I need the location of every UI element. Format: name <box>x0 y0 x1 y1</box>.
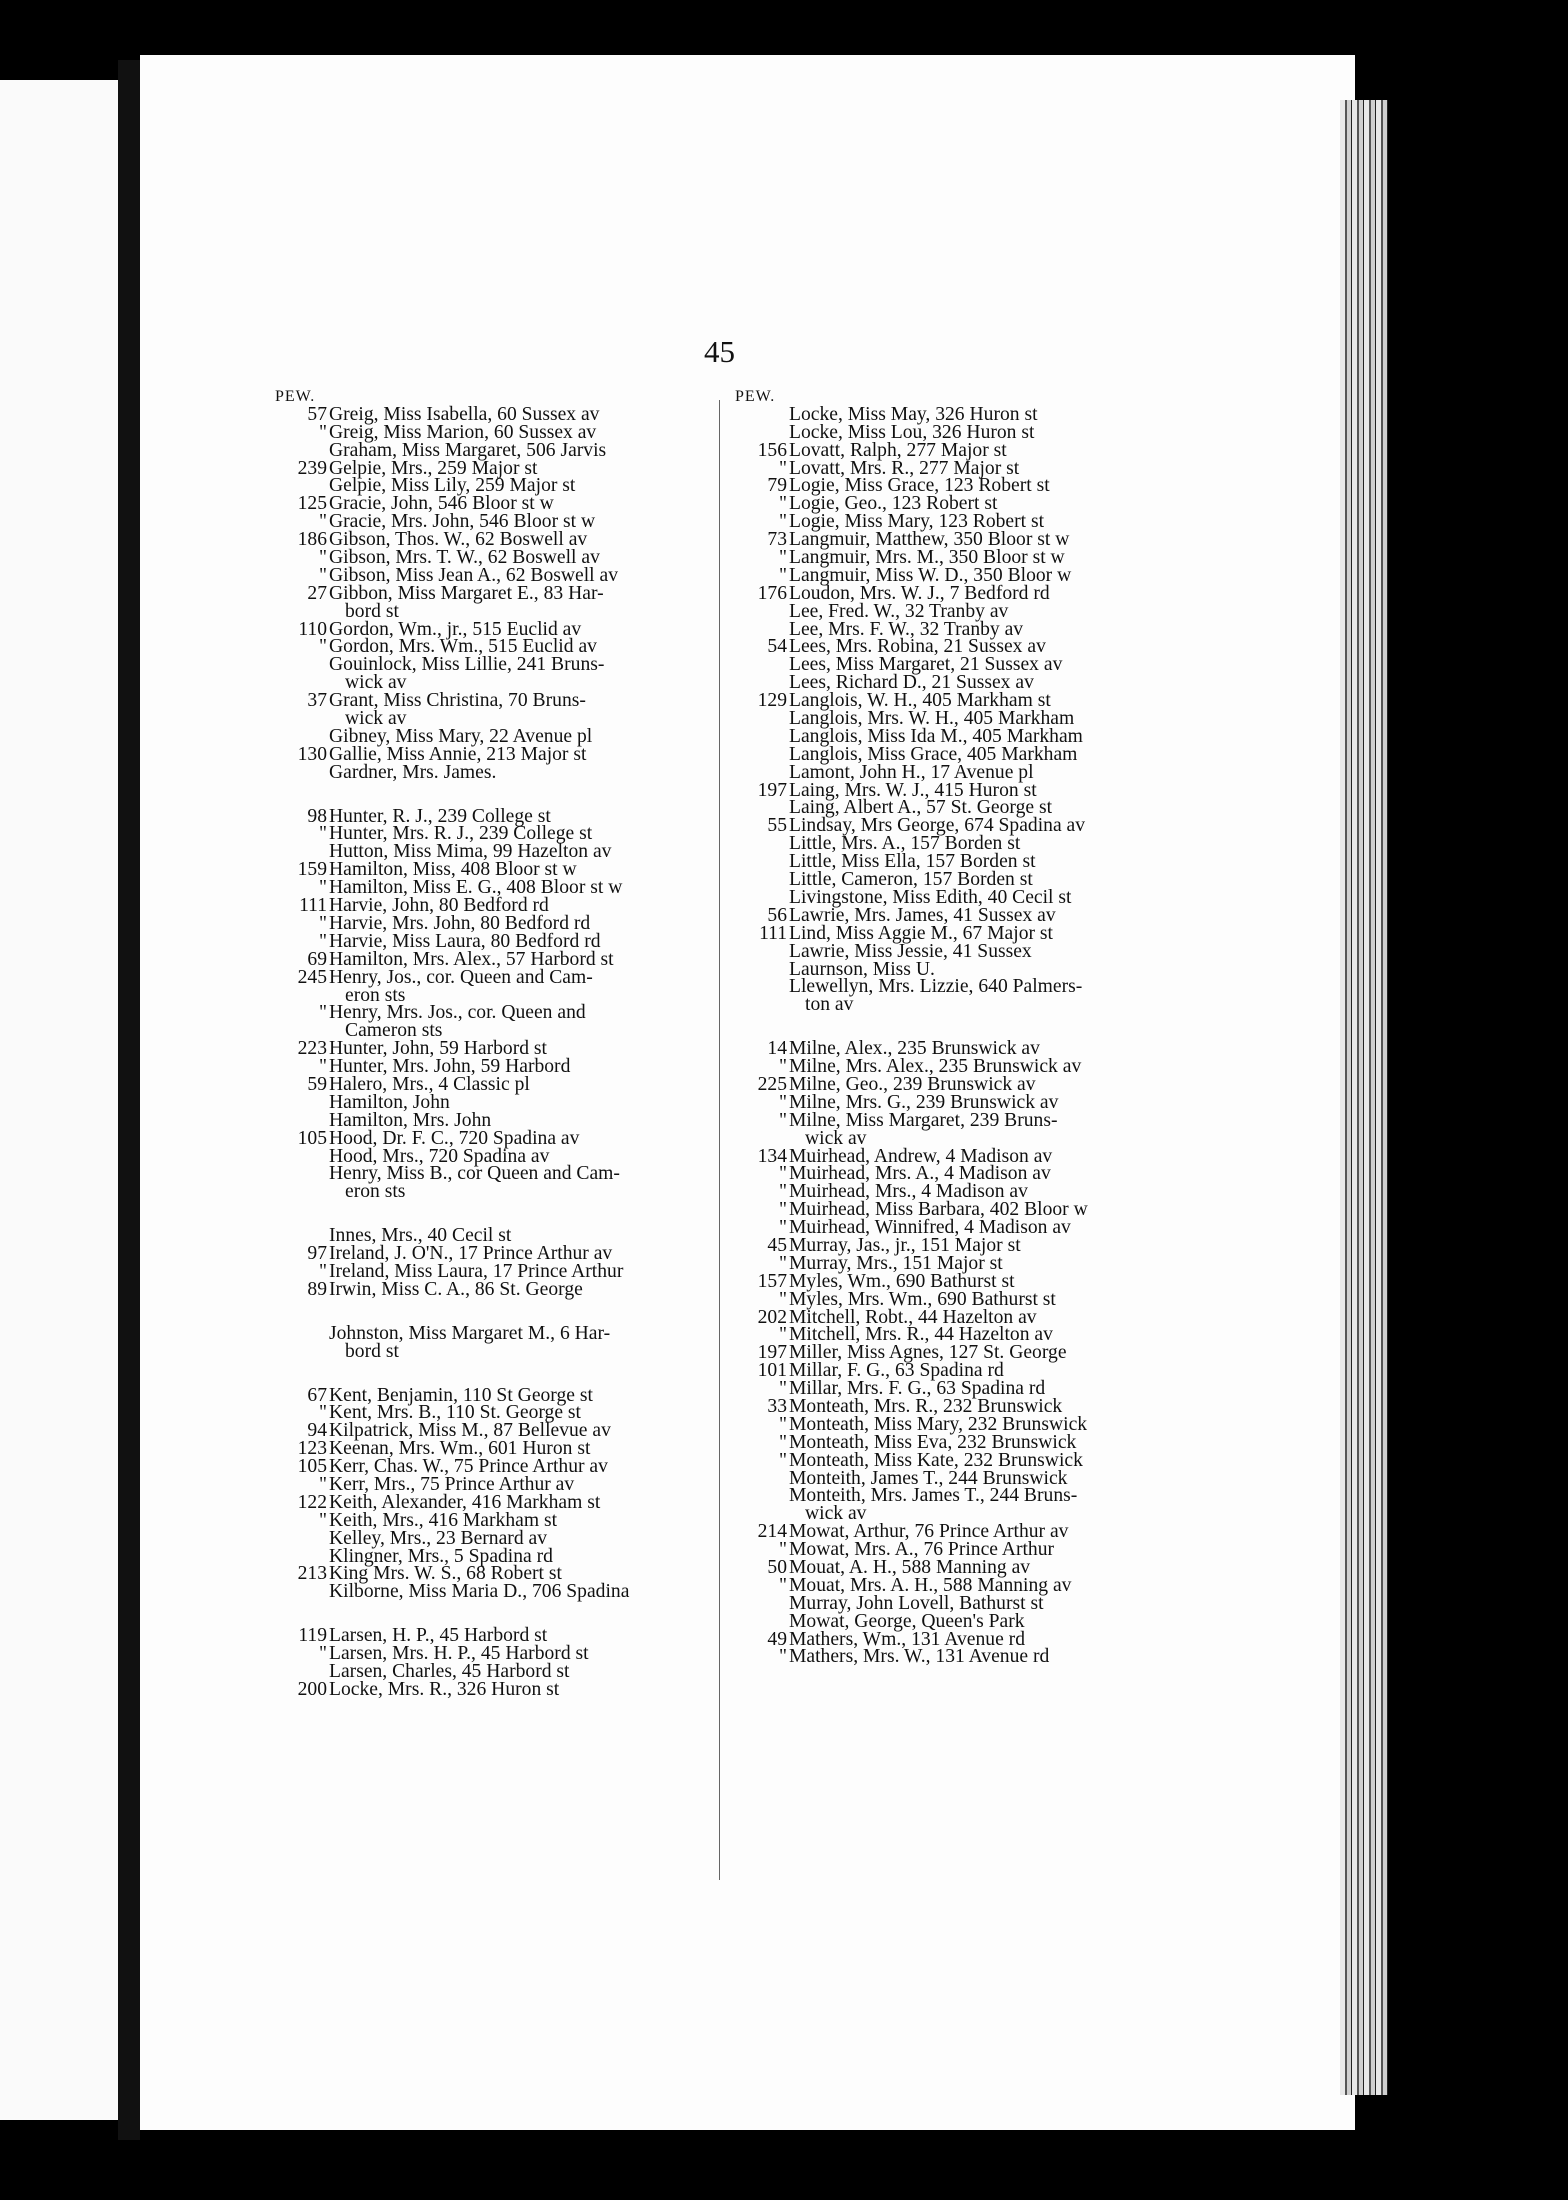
entry-text: Logie, Geo., 123 Robert st <box>789 493 998 515</box>
entry-text: Muirhead, Winnifred, 4 Madison av <box>789 1217 1071 1239</box>
directory-entry <box>275 1278 705 1300</box>
pew-number: 156 <box>757 439 787 461</box>
entry-text: Hunter, John, 59 Harbord st <box>329 1038 547 1060</box>
entry-text: Cameron sts <box>345 1020 443 1042</box>
entry-text: Laurnson, Miss U. <box>789 958 935 980</box>
pew-number: " <box>779 1056 787 1078</box>
section-gap <box>275 1299 705 1325</box>
entry-text: Hamilton, John <box>329 1091 450 1113</box>
pew-number: 97 <box>307 1243 327 1265</box>
entry-text: Mowat, Mrs. A., 76 Prince Arthur <box>789 1539 1055 1561</box>
pew-number: 157 <box>757 1270 787 1292</box>
page-edges <box>1340 100 1388 2095</box>
entry-text: Keith, Alexander, 416 Markham st <box>329 1491 601 1513</box>
entry-text: Locke, Mrs. R., 326 Huron st <box>329 1678 560 1700</box>
entry-text: Gordon, Wm., jr., 515 Euclid av <box>329 618 582 640</box>
entry-text: Greig, Miss Marion, 60 Sussex av <box>329 421 597 443</box>
pew-number: " <box>319 511 327 533</box>
left-column <box>275 388 705 1699</box>
pew-number: " <box>779 1646 787 1668</box>
entry-text: wick av <box>805 1503 867 1525</box>
entry-text: Muirhead, Andrew, 4 Madison av <box>789 1145 1053 1167</box>
entry-text: Mathers, Mrs. W., 131 Avenue rd <box>789 1646 1050 1668</box>
entry-text: Langlois, Miss Ida M., 405 Markham <box>789 725 1083 747</box>
entry-text: Langmuir, Matthew, 350 Bloor st w <box>789 529 1070 551</box>
pew-number: " <box>779 457 787 479</box>
directory-entry <box>275 1004 705 1022</box>
entry-text: Milne, Miss Margaret, 239 Bruns- <box>789 1109 1058 1131</box>
directory-entry <box>735 600 1150 622</box>
pew-number: 245 <box>297 966 327 988</box>
entry-text: Hamilton, Mrs. John <box>329 1109 492 1131</box>
directory-entry <box>275 1127 705 1149</box>
directory-entry <box>275 1183 705 1201</box>
section-gap <box>735 1014 1150 1040</box>
directory-entry <box>735 1592 1150 1614</box>
entry-text: bord st <box>345 1340 399 1362</box>
pew-number: 213 <box>297 1563 327 1585</box>
directory-entry <box>735 1610 1150 1632</box>
entry-text: Gouinlock, Miss Lillie, 241 Bruns- <box>329 654 605 676</box>
right-column <box>735 388 1150 1666</box>
entry-text: Langmuir, Mrs. M., 350 Bloor st w <box>789 547 1065 569</box>
pew-number: 129 <box>757 690 787 712</box>
pew-number: 111 <box>299 895 327 917</box>
entry-text: Muirhead, Mrs., 4 Madison av <box>789 1181 1028 1203</box>
entry-text: Monteath, Miss Eva, 232 Brunswick <box>789 1431 1077 1453</box>
entry-text: eron sts <box>345 984 406 1006</box>
entry-text: Klingner, Mrs., 5 Spadina rd <box>329 1545 553 1567</box>
entry-text: Gibson, Miss Jean A., 62 Boswell av <box>329 564 619 586</box>
entry-text: Logie, Miss Grace, 123 Robert st <box>789 475 1050 497</box>
directory-entry <box>735 1487 1150 1505</box>
entry-text: Milne, Mrs. Alex., 235 Brunswick av <box>789 1056 1082 1078</box>
pew-number: " <box>779 1217 787 1239</box>
entry-text: Gracie, Mrs. John, 546 Bloor st w <box>329 511 596 533</box>
pew-number: 55 <box>767 815 787 837</box>
entry-text: Mouat, A. H., 588 Manning av <box>789 1557 1031 1578</box>
pew-number: " <box>319 421 327 443</box>
pew-number: " <box>319 1056 327 1078</box>
pew-number: 110 <box>298 618 327 640</box>
entry-text: Keith, Mrs., 416 Markham st <box>329 1509 558 1531</box>
pew-number: 197 <box>757 1342 787 1364</box>
pew-number: 111 <box>759 922 787 944</box>
entry-text: Harvie, Mrs. John, 80 Bedford rd <box>329 912 591 934</box>
pew-number: " <box>319 1509 327 1531</box>
pew-number: " <box>779 1574 787 1596</box>
entry-text: Lee, Fred. W., 32 Tranby av <box>789 600 1009 622</box>
entry-text: Ireland, J. O'N., 17 Prince Arthur av <box>329 1243 613 1265</box>
entry-text: Milne, Alex., 235 Brunswick av <box>789 1038 1040 1060</box>
pew-number: 98 <box>307 805 327 827</box>
entry-text: Mouat, Mrs. A. H., 588 Manning av <box>789 1574 1072 1596</box>
directory-entry <box>275 692 705 710</box>
section-gap <box>275 1361 705 1387</box>
entry-text: Gallie, Miss Annie, 213 Major st <box>329 743 587 765</box>
pew-number: " <box>779 564 787 586</box>
directory-entry <box>735 1270 1150 1292</box>
entry-text: Lees, Miss Margaret, 21 Sussex av <box>789 654 1063 676</box>
entry-text: wick av <box>805 1127 867 1149</box>
entry-text: Lovatt, Mrs. R., 277 Major st <box>789 457 1020 479</box>
entry-text: Muirhead, Mrs. A., 4 Madison av <box>789 1163 1051 1185</box>
pew-header: PEW. <box>275 388 316 405</box>
entry-text: Gelpie, Miss Lily, 259 Major st <box>329 475 576 497</box>
entry-text: Gardner, Mrs. James. <box>329 761 497 783</box>
entry-text: Monteath, Mrs. R., 232 Brunswick <box>789 1395 1063 1417</box>
entry-text: Lindsay, Mrs George, 674 Spadina av <box>789 815 1086 837</box>
pew-number: 105 <box>297 1127 327 1149</box>
pew-number: " <box>779 1199 787 1221</box>
entry-text: Mitchell, Mrs. R., 44 Hazelton av <box>789 1324 1053 1346</box>
entry-text: Lovatt, Ralph, 277 Major st <box>789 439 1007 461</box>
entry-text: Little, Cameron, 157 Borden st <box>789 869 1033 891</box>
pew-number: " <box>779 1449 787 1471</box>
directory-entry <box>275 1165 705 1183</box>
entry-text: Lawrie, Mrs. James, 41 Sussex av <box>789 904 1056 926</box>
section-gap <box>275 1601 705 1627</box>
entry-text: Langlois, W. H., 405 Markham st <box>789 690 1051 712</box>
book-spine <box>118 60 140 2140</box>
pew-number: 202 <box>757 1306 787 1328</box>
pew-number: " <box>319 1402 327 1424</box>
pew-number: 176 <box>757 582 787 604</box>
directory-entry <box>735 582 1150 604</box>
pew-number: 200 <box>297 1678 327 1700</box>
directory-entry <box>275 1340 705 1362</box>
directory-entry <box>275 421 705 443</box>
pew-number: " <box>779 1288 787 1310</box>
pew-number: 125 <box>297 493 327 515</box>
directory-entry <box>275 966 705 988</box>
pew-number: " <box>319 1002 327 1024</box>
entry-text: Henry, Miss B., cor Queen and Cam- <box>329 1163 620 1185</box>
directory-entry <box>275 1509 705 1531</box>
pew-number: " <box>319 636 327 658</box>
pew-number: 73 <box>767 529 787 551</box>
entry-text: Locke, Miss May, 326 Huron st <box>789 403 1038 425</box>
entry-text: Mowat, Arthur, 76 Prince Arthur av <box>789 1521 1069 1543</box>
section-gap <box>275 1201 705 1227</box>
pew-number: 239 <box>297 457 327 479</box>
entry-text: Murray, Mrs., 151 Major st <box>789 1252 1003 1274</box>
pew-number: " <box>779 1324 787 1346</box>
pew-number: " <box>319 1473 327 1495</box>
pew-number: " <box>319 547 327 569</box>
pew-number: " <box>779 1181 787 1203</box>
entry-text: Lees, Mrs. Robina, 21 Sussex av <box>789 636 1046 658</box>
entry-text: Innes, Mrs., 40 Cecil st <box>329 1225 512 1247</box>
pew-number: 49 <box>767 1628 787 1650</box>
pew-number: 223 <box>297 1038 327 1060</box>
pew-number: " <box>319 823 327 845</box>
entry-text: Hunter, R. J., 239 College st <box>329 805 551 827</box>
directory-entry <box>275 582 705 604</box>
directory-entry <box>735 940 1150 962</box>
entry-text: Harvie, Miss Laura, 80 Bedford rd <box>329 930 601 952</box>
pew-number: 67 <box>307 1384 327 1406</box>
entry-text: Llewellyn, Mrs. Lizzie, 640 Palmers- <box>789 976 1083 998</box>
directory-entry <box>275 1527 705 1549</box>
entry-text: Livingstone, Miss Edith, 40 Cecil st <box>789 886 1072 908</box>
entry-text: Milne, Mrs. G., 239 Brunswick av <box>789 1091 1059 1113</box>
entry-text: Gordon, Mrs. Wm., 515 Euclid av <box>329 636 597 658</box>
entry-text: Laing, Mrs. W. J., 415 Huron st <box>789 779 1037 801</box>
directory-entry <box>735 1127 1150 1149</box>
entry-text: Langlois, Mrs. W. H., 405 Markham <box>789 708 1075 730</box>
pew-number: 130 <box>297 743 327 765</box>
entry-text: Hood, Mrs., 720 Spadina av <box>329 1145 550 1167</box>
entry-text: Little, Miss Ella, 157 Borden st <box>789 851 1036 873</box>
pew-number: 123 <box>297 1438 327 1460</box>
entry-text: Ireland, Miss Laura, 17 Prince Arthur <box>329 1260 624 1282</box>
entry-text: Monteith, James T., 244 Brunswick <box>789 1467 1068 1489</box>
entry-text: Gibney, Miss Mary, 22 Avenue pl <box>329 725 593 747</box>
pew-number: 59 <box>307 1073 327 1095</box>
column-divider <box>719 400 720 1880</box>
directory-entry <box>735 978 1150 996</box>
pew-number: 14 <box>767 1038 787 1060</box>
entry-text: Johnston, Miss Margaret M., 6 Har- <box>329 1322 611 1344</box>
pew-number: " <box>779 1252 787 1274</box>
entry-text: King Mrs. W. S., 68 Robert st <box>329 1563 562 1585</box>
pew-number: " <box>319 912 327 934</box>
pew-number: 214 <box>757 1521 787 1543</box>
entry-text: Mitchell, Robt., 44 Hazelton av <box>789 1306 1037 1328</box>
entry-text: Kelley, Mrs., 23 Bernard av <box>329 1527 548 1549</box>
entry-text: Lind, Miss Aggie M., 67 Major st <box>789 922 1053 944</box>
pew-number: " <box>319 930 327 952</box>
pew-number: " <box>779 1091 787 1113</box>
directory-entry <box>735 1648 1150 1666</box>
entry-text: Muirhead, Miss Barbara, 402 Bloor w <box>789 1199 1088 1221</box>
entry-text: Laing, Albert A., 57 St. George st <box>789 797 1053 819</box>
entry-text: Harvie, John, 80 Bedford rd <box>329 895 549 917</box>
entry-text: Graham, Miss Margaret, 506 Jarvis <box>329 439 607 461</box>
entry-text: Lamont, John H., 17 Avenue pl <box>789 761 1034 783</box>
entry-text: Kilpatrick, Miss M., 87 Bellevue av <box>329 1420 611 1442</box>
directory-entry <box>275 1678 705 1700</box>
entry-text: Lees, Richard D., 21 Sussex av <box>789 672 1034 694</box>
pew-number: 94 <box>307 1420 327 1442</box>
entry-text: Greig, Miss Isabella, 60 Sussex av <box>329 403 600 425</box>
section-gap <box>275 782 705 808</box>
entry-text: Lawrie, Miss Jessie, 41 Sussex <box>789 940 1032 962</box>
entry-text: Miller, Miss Agnes, 127 St. George <box>789 1342 1067 1364</box>
pew-number: " <box>319 877 327 899</box>
entry-text: Gracie, John, 546 Bloor st w <box>329 493 554 515</box>
directory-entry <box>275 439 705 461</box>
pew-number: 101 <box>757 1360 787 1382</box>
entry-text: Hunter, Mrs. John, 59 Harbord <box>329 1056 571 1078</box>
pew-number: 56 <box>767 904 787 926</box>
entry-text: wick av <box>345 708 407 730</box>
entry-text: Monteith, Mrs. James T., 244 Bruns- <box>789 1485 1078 1507</box>
pew-number: 27 <box>307 582 327 604</box>
directory-entry <box>735 1431 1150 1453</box>
entry-text: Little, Mrs. A., 157 Borden st <box>789 833 1021 855</box>
pew-number: 225 <box>757 1073 787 1095</box>
pew-number: 50 <box>767 1557 787 1578</box>
directory-entry <box>735 761 1150 783</box>
entry-text: eron sts <box>345 1181 406 1203</box>
entry-text: Gibbon, Miss Margaret E., 83 Har- <box>329 582 604 604</box>
entry-text: wick av <box>345 672 407 694</box>
pew-number: 57 <box>307 403 327 425</box>
pew-number: 37 <box>307 690 327 712</box>
entry-text: Henry, Jos., cor. Queen and Cam- <box>329 966 593 988</box>
directory-entry <box>275 1583 705 1601</box>
entry-text: Hamilton, Miss E. G., 408 Bloor st w <box>329 877 623 899</box>
directory-entry <box>735 1288 1150 1310</box>
entry-text: Larsen, Charles, 45 Harbord st <box>329 1661 570 1682</box>
pew-number: 69 <box>307 948 327 970</box>
directory-entry <box>735 996 1150 1014</box>
directory-entry <box>275 656 705 674</box>
entry-text: Langlois, Miss Grace, 405 Markham <box>789 743 1078 765</box>
entry-text: Langmuir, Miss W. D., 350 Bloor w <box>789 564 1072 586</box>
pew-number: 105 <box>297 1456 327 1478</box>
entry-text: Millar, F. G., 63 Spadina rd <box>789 1360 1004 1382</box>
pew-number: 54 <box>767 636 787 658</box>
pew-number: " <box>779 493 787 515</box>
pew-number: " <box>319 1643 327 1665</box>
entry-text: Locke, Miss Lou, 326 Huron st <box>789 421 1035 443</box>
pew-number: " <box>779 1109 787 1131</box>
entry-text: Hunter, Mrs. R. J., 239 College st <box>329 823 593 845</box>
directory-entry <box>275 1109 705 1131</box>
entry-text: Myles, Wm., 690 Bathurst st <box>789 1270 1015 1292</box>
entry-text: bord st <box>345 600 399 622</box>
pew-number: " <box>779 547 787 569</box>
page-number: 45 <box>704 334 735 369</box>
entry-text: Grant, Miss Christina, 70 Bruns- <box>329 690 586 712</box>
entry-text: Irwin, Miss C. A., 86 St. George <box>329 1278 583 1300</box>
entry-text: Hood, Dr. F. C., 720 Spadina av <box>329 1127 580 1149</box>
entry-text: Larsen, Mrs. H. P., 45 Harbord st <box>329 1643 589 1665</box>
entry-text: Loudon, Mrs. W. J., 7 Bedford rd <box>789 582 1050 604</box>
pew-number: " <box>779 1431 787 1453</box>
entry-text: Kent, Mrs. B., 110 St. George st <box>329 1402 581 1424</box>
pew-number: 119 <box>298 1625 327 1647</box>
entry-text: Henry, Mrs. Jos., cor. Queen and <box>329 1002 586 1024</box>
pew-number: 134 <box>757 1145 787 1167</box>
directory-entry <box>275 761 705 783</box>
pew-number: " <box>779 1163 787 1185</box>
pew-number: 79 <box>767 475 787 497</box>
pew-number: 45 <box>767 1234 787 1256</box>
pew-number: " <box>779 1413 787 1435</box>
entry-text: Kerr, Mrs., 75 Prince Arthur av <box>329 1473 575 1495</box>
entry-text: Hamilton, Mrs. Alex., 57 Harbord st <box>329 948 614 970</box>
directory-entry <box>735 421 1150 443</box>
entry-text: Keenan, Mrs. Wm., 601 Huron st <box>329 1438 591 1460</box>
pew-number: 197 <box>757 779 787 801</box>
pew-number: 159 <box>297 859 327 881</box>
pew-number: 33 <box>767 1395 787 1417</box>
entry-text: Monteath, Miss Kate, 232 Brunswick <box>789 1449 1083 1471</box>
entry-text: Kilborne, Miss Maria D., 706 Spadina <box>329 1581 630 1603</box>
entry-text: Murray, Jas., jr., 151 Major st <box>789 1234 1021 1256</box>
pew-number: " <box>779 1378 787 1400</box>
entry-text: Murray, John Lovell, Bathurst st <box>789 1592 1044 1614</box>
entry-text: Kerr, Chas. W., 75 Prince Arthur av <box>329 1456 608 1478</box>
facing-page-edge <box>0 80 118 2120</box>
entry-text: Halero, Mrs., 4 Classic pl <box>329 1073 530 1095</box>
directory-entry <box>735 922 1150 944</box>
pew-number: " <box>319 564 327 586</box>
directory-entry <box>275 600 705 622</box>
pew-number: " <box>319 1260 327 1282</box>
entry-text: Myles, Mrs. Wm., 690 Bathurst st <box>789 1288 1056 1310</box>
entry-text: Larsen, H. P., 45 Harbord st <box>329 1625 548 1647</box>
pew-number: 89 <box>307 1278 327 1300</box>
entry-text: Mowat, George, Queen's Park <box>789 1610 1025 1632</box>
entry-text: Mathers, Wm., 131 Avenue rd <box>789 1628 1025 1650</box>
entry-text: Kent, Benjamin, 110 St George st <box>329 1384 593 1406</box>
entry-text: Hamilton, Miss, 408 Bloor st w <box>329 859 577 881</box>
entry-text: Milne, Geo., 239 Brunswick av <box>789 1073 1036 1095</box>
entry-text: Millar, Mrs. F. G., 63 Spadina rd <box>789 1378 1046 1400</box>
pew-number: 122 <box>297 1491 327 1513</box>
directory-entry <box>735 439 1150 461</box>
entry-text: Gibson, Mrs. T. W., 62 Boswell av <box>329 547 600 569</box>
entry-text: Monteath, Miss Mary, 232 Brunswick <box>789 1413 1088 1435</box>
entry-text: Logie, Miss Mary, 123 Robert st <box>789 511 1045 533</box>
directory-entry <box>275 948 705 970</box>
pew-number: 186 <box>297 529 327 551</box>
pew-number: " <box>779 511 787 533</box>
entry-text: Lee, Mrs. F. W., 32 Tranby av <box>789 618 1024 640</box>
entry-text: ton av <box>805 994 854 1016</box>
pew-number: " <box>779 1539 787 1561</box>
directory-entry <box>735 1109 1150 1131</box>
entry-text: Hutton, Miss Mima, 99 Hazelton av <box>329 841 612 863</box>
directory-entry <box>735 1449 1150 1471</box>
entry-text: Gibson, Thos. W., 62 Boswell av <box>329 529 588 551</box>
directory-entry <box>275 1322 705 1344</box>
entry-text: Gelpie, Mrs., 259 Major st <box>329 457 538 479</box>
pew-header: PEW. <box>735 388 776 405</box>
